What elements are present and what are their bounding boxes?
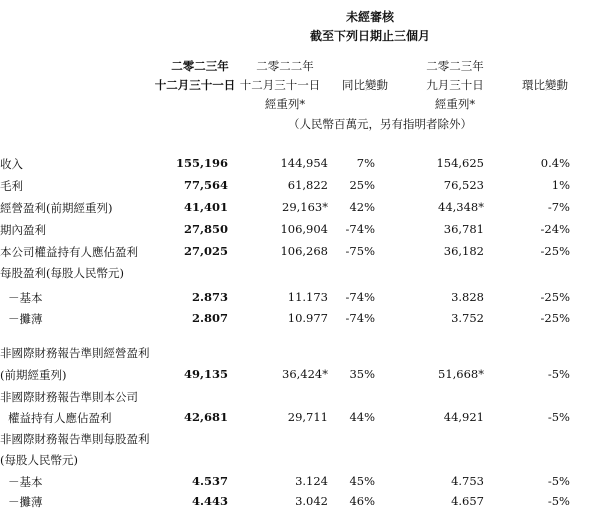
cell-col4: 44,348* [438,200,484,214]
row-label: 期內盈利 [0,223,46,237]
cell-col3: 45% [349,474,375,488]
table-row [0,156,600,176]
cell-col4: 36,781 [443,222,484,236]
col4-year: 二零二三年 [426,59,484,73]
cell-col1: 2.807 [191,311,228,325]
cell-col1: 27,025 [183,244,228,258]
col4-date: 九月三十日 [426,78,484,92]
table-row [0,410,600,430]
cell-col4: 44,921 [443,410,484,424]
cell-col2: 29,711 [287,410,328,424]
table-row [0,222,600,242]
row-label: 收入 [0,157,23,171]
cell-col3: 44% [349,410,375,424]
cell-col3: -74% [345,311,375,325]
cell-col1: 41,401 [183,200,228,214]
table-row [0,389,600,409]
row-label: 經營盈利(前期經重列) [0,201,113,215]
cell-col3: -75% [345,244,375,258]
cell-col2: 61,822 [287,178,328,192]
cell-col2: 3.124 [295,474,328,488]
row-label: 毛利 [0,179,23,193]
cell-col3: 25% [349,178,375,192]
cell-col3: -74% [345,290,375,304]
table-row [0,431,600,451]
col1-year: 二零二三年 [171,59,229,73]
cell-col5: 1% [551,178,570,192]
col2-date: 十二月三十一日 [239,78,321,92]
row-label: 非國際財務報告準則經營盈利 [0,346,150,360]
table-row [0,244,600,264]
cell-col1: 2.873 [191,290,228,304]
cell-col4: 51,668* [438,367,484,381]
cell-col4: 4.753 [451,474,484,488]
cell-col2: 106,904 [280,222,328,236]
table-row [0,311,600,331]
cell-col4: 76,523 [443,178,484,192]
cell-col2: 144,954 [280,156,328,170]
col3-yoy: 同比變動 [342,78,388,92]
cell-col1: 4.537 [191,474,228,488]
table-row [0,290,600,310]
cell-col2: 10.977 [287,311,328,325]
cell-col5: -5% [547,410,570,424]
cell-col1: 77,564 [183,178,228,192]
table-row [0,494,600,514]
cell-col1: 49,135 [183,367,228,381]
cell-col3: 46% [349,494,375,508]
cell-col4: 3.828 [451,290,484,304]
cell-col5: -25% [540,290,570,304]
cell-col5: -5% [547,367,570,381]
cell-col2: 3.042 [295,494,328,508]
cell-col5: 0.4% [540,156,570,170]
unit-note: （人民幣百萬元，另有指明者除外） [288,117,472,131]
row-label: 每股盈利(每股人民幣元) [0,266,124,280]
cell-col5: -25% [540,311,570,325]
col5-qoq: 環比變動 [522,78,568,92]
row-label: －基本 [8,475,43,489]
table-row [0,474,600,494]
col1-date: 十二月三十一日 [154,78,236,92]
cell-col1: 27,850 [183,222,228,236]
table-row [0,200,600,220]
cell-col5: -5% [547,474,570,488]
col2-restated: 經重列* [264,97,306,111]
row-label: －攤薄 [8,312,43,326]
row-label: (前期經重列) [0,368,67,382]
cell-col5: -5% [547,494,570,508]
cell-col3: -74% [345,222,375,236]
cell-col2: 36,424* [282,367,328,381]
cell-col4: 36,182 [443,244,484,258]
row-label: －基本 [8,291,43,305]
cell-col3: 42% [349,200,375,214]
cell-col5: -24% [540,222,570,236]
cell-col4: 4.657 [451,494,484,508]
table-row [0,452,600,472]
cell-col3: 7% [356,156,375,170]
cell-col1: 155,196 [175,156,228,170]
row-label: －攤薄 [8,495,43,509]
cell-col3: 35% [349,367,375,381]
table-row [0,178,600,198]
col2-year: 二零二二年 [256,59,314,73]
row-label: 權益持有人應佔盈利 [8,411,112,425]
table-row [0,265,600,285]
row-label: 非國際財務報告準則每股盈利 [0,432,150,446]
cell-col2: 11.173 [287,290,328,304]
row-label: 非國際財務報告準則本公司 [0,390,138,404]
table-row [0,345,600,365]
cell-col2: 29,163* [282,200,328,214]
unaudited-heading: 未經審核 [345,10,394,24]
row-label: 本公司權益持有人應佔盈利 [0,245,138,259]
table-row [0,367,600,387]
row-label: (每股人民幣元) [0,453,78,467]
cell-col1: 4.443 [191,494,228,508]
cell-col5: -25% [540,244,570,258]
period-heading: 截至下列日期止三個月 [309,29,430,43]
col4-restated: 經重列* [434,97,476,111]
cell-col4: 3.752 [451,311,484,325]
cell-col5: -7% [547,200,570,214]
cell-col2: 106,268 [280,244,328,258]
cell-col1: 42,681 [183,410,228,424]
cell-col4: 154,625 [436,156,484,170]
